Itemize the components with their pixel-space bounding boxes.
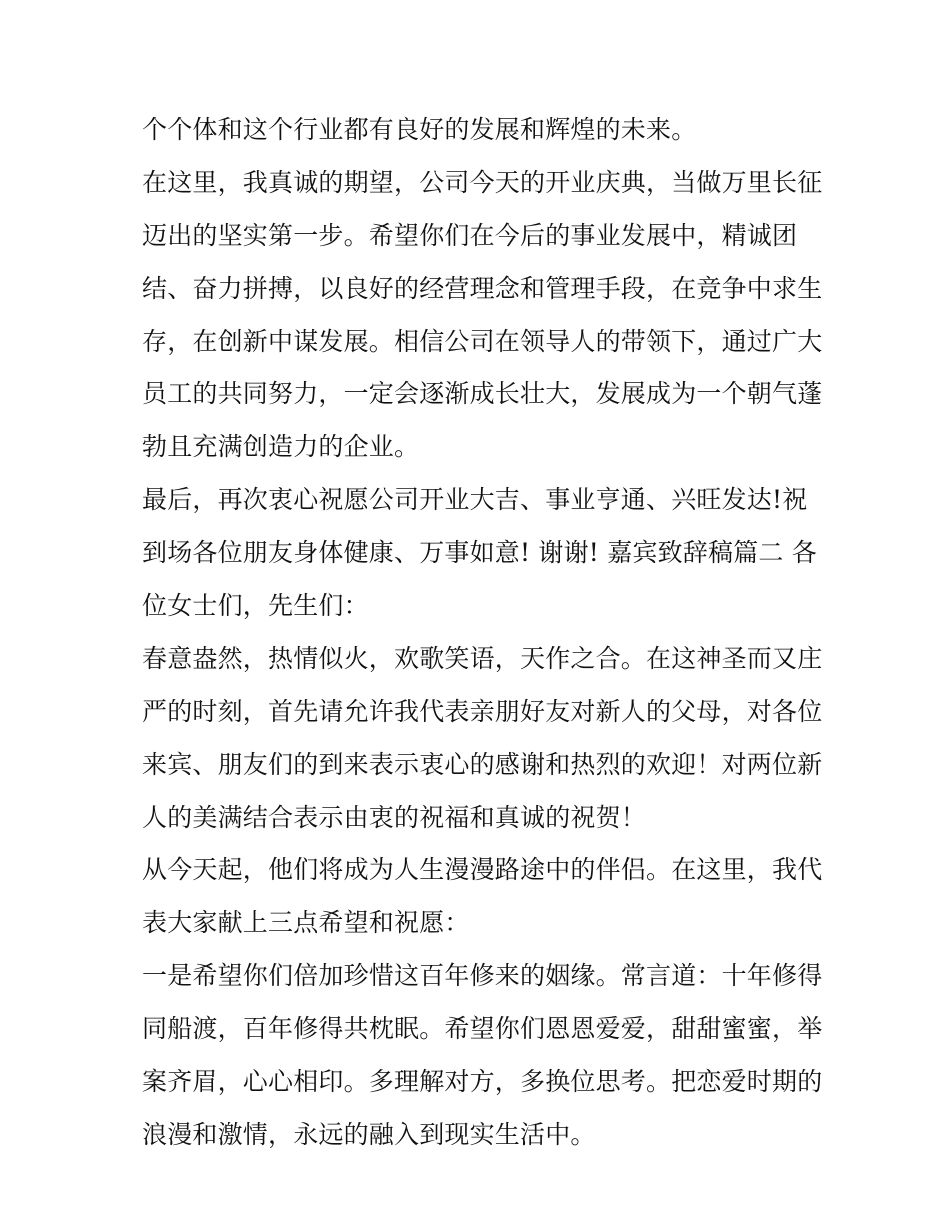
text-line: 存，在创新中谋发展。相信公司在领导人的带领下，通过广大 xyxy=(142,326,823,356)
text-line: 一是希望你们倍加珍惜这百年修来的姻缘。常言道：十年修得 xyxy=(142,961,823,991)
text-line: 浪漫和激情，永远的融入到现实生活中。 xyxy=(142,1119,596,1149)
text-line: 员工的共同努力，一定会逐渐成长壮大，发展成为一个朝气蓬 xyxy=(142,379,823,409)
text-line: 春意盎然，热情似火，欢歌笑语，天作之合。在这神圣而又庄 xyxy=(142,643,823,673)
text-line: 到场各位朋友身体健康、万事如意! 谢谢! 嘉宾致辞稿篇二 各 xyxy=(142,538,817,568)
text-line: 案齐眉，心心相印。多理解对方，多换位思考。把恋爱时期的 xyxy=(142,1067,823,1097)
text-line: 个个体和这个行业都有良好的发展和辉煌的未来。 xyxy=(142,115,697,144)
text-line: 位女士们，先生们： xyxy=(142,591,369,621)
text-line: 迈出的坚实第一步。希望你们在今后的事业发展中，精诚团 xyxy=(142,220,798,250)
text-line: 在这里，我真诚的期望，公司今天的开业庆典，当做万里长征 xyxy=(142,167,823,197)
text-line: 表大家献上三点希望和祝愿： xyxy=(142,908,470,938)
body-text xyxy=(142,108,822,1166)
text-line: 来宾、朋友们的到来表示衷心的感谢和热烈的欢迎！对两位新 xyxy=(142,749,823,779)
text-line: 勃且充满创造力的企业。 xyxy=(142,432,420,462)
text-line: 从今天起，他们将成为人生漫漫路途中的伴侣。在这里，我代 xyxy=(142,855,823,885)
text-line: 人的美满结合表示由衷的祝福和真诚的祝贺！ xyxy=(142,802,647,832)
text-line: 最后，再次衷心祝愿公司开业大吉、事业亨通、兴旺发达!祝 xyxy=(142,485,808,515)
text-line: 同船渡，百年修得共枕眠。希望你们恩恩爱爱，甜甜蜜蜜，举 xyxy=(142,1014,823,1044)
text-line: 结、奋力拼搏，以良好的经营理念和管理手段，在竞争中求生 xyxy=(142,273,823,303)
text-line: 严的时刻，首先请允许我代表亲朋好友对新人的父母，对各位 xyxy=(142,696,823,726)
